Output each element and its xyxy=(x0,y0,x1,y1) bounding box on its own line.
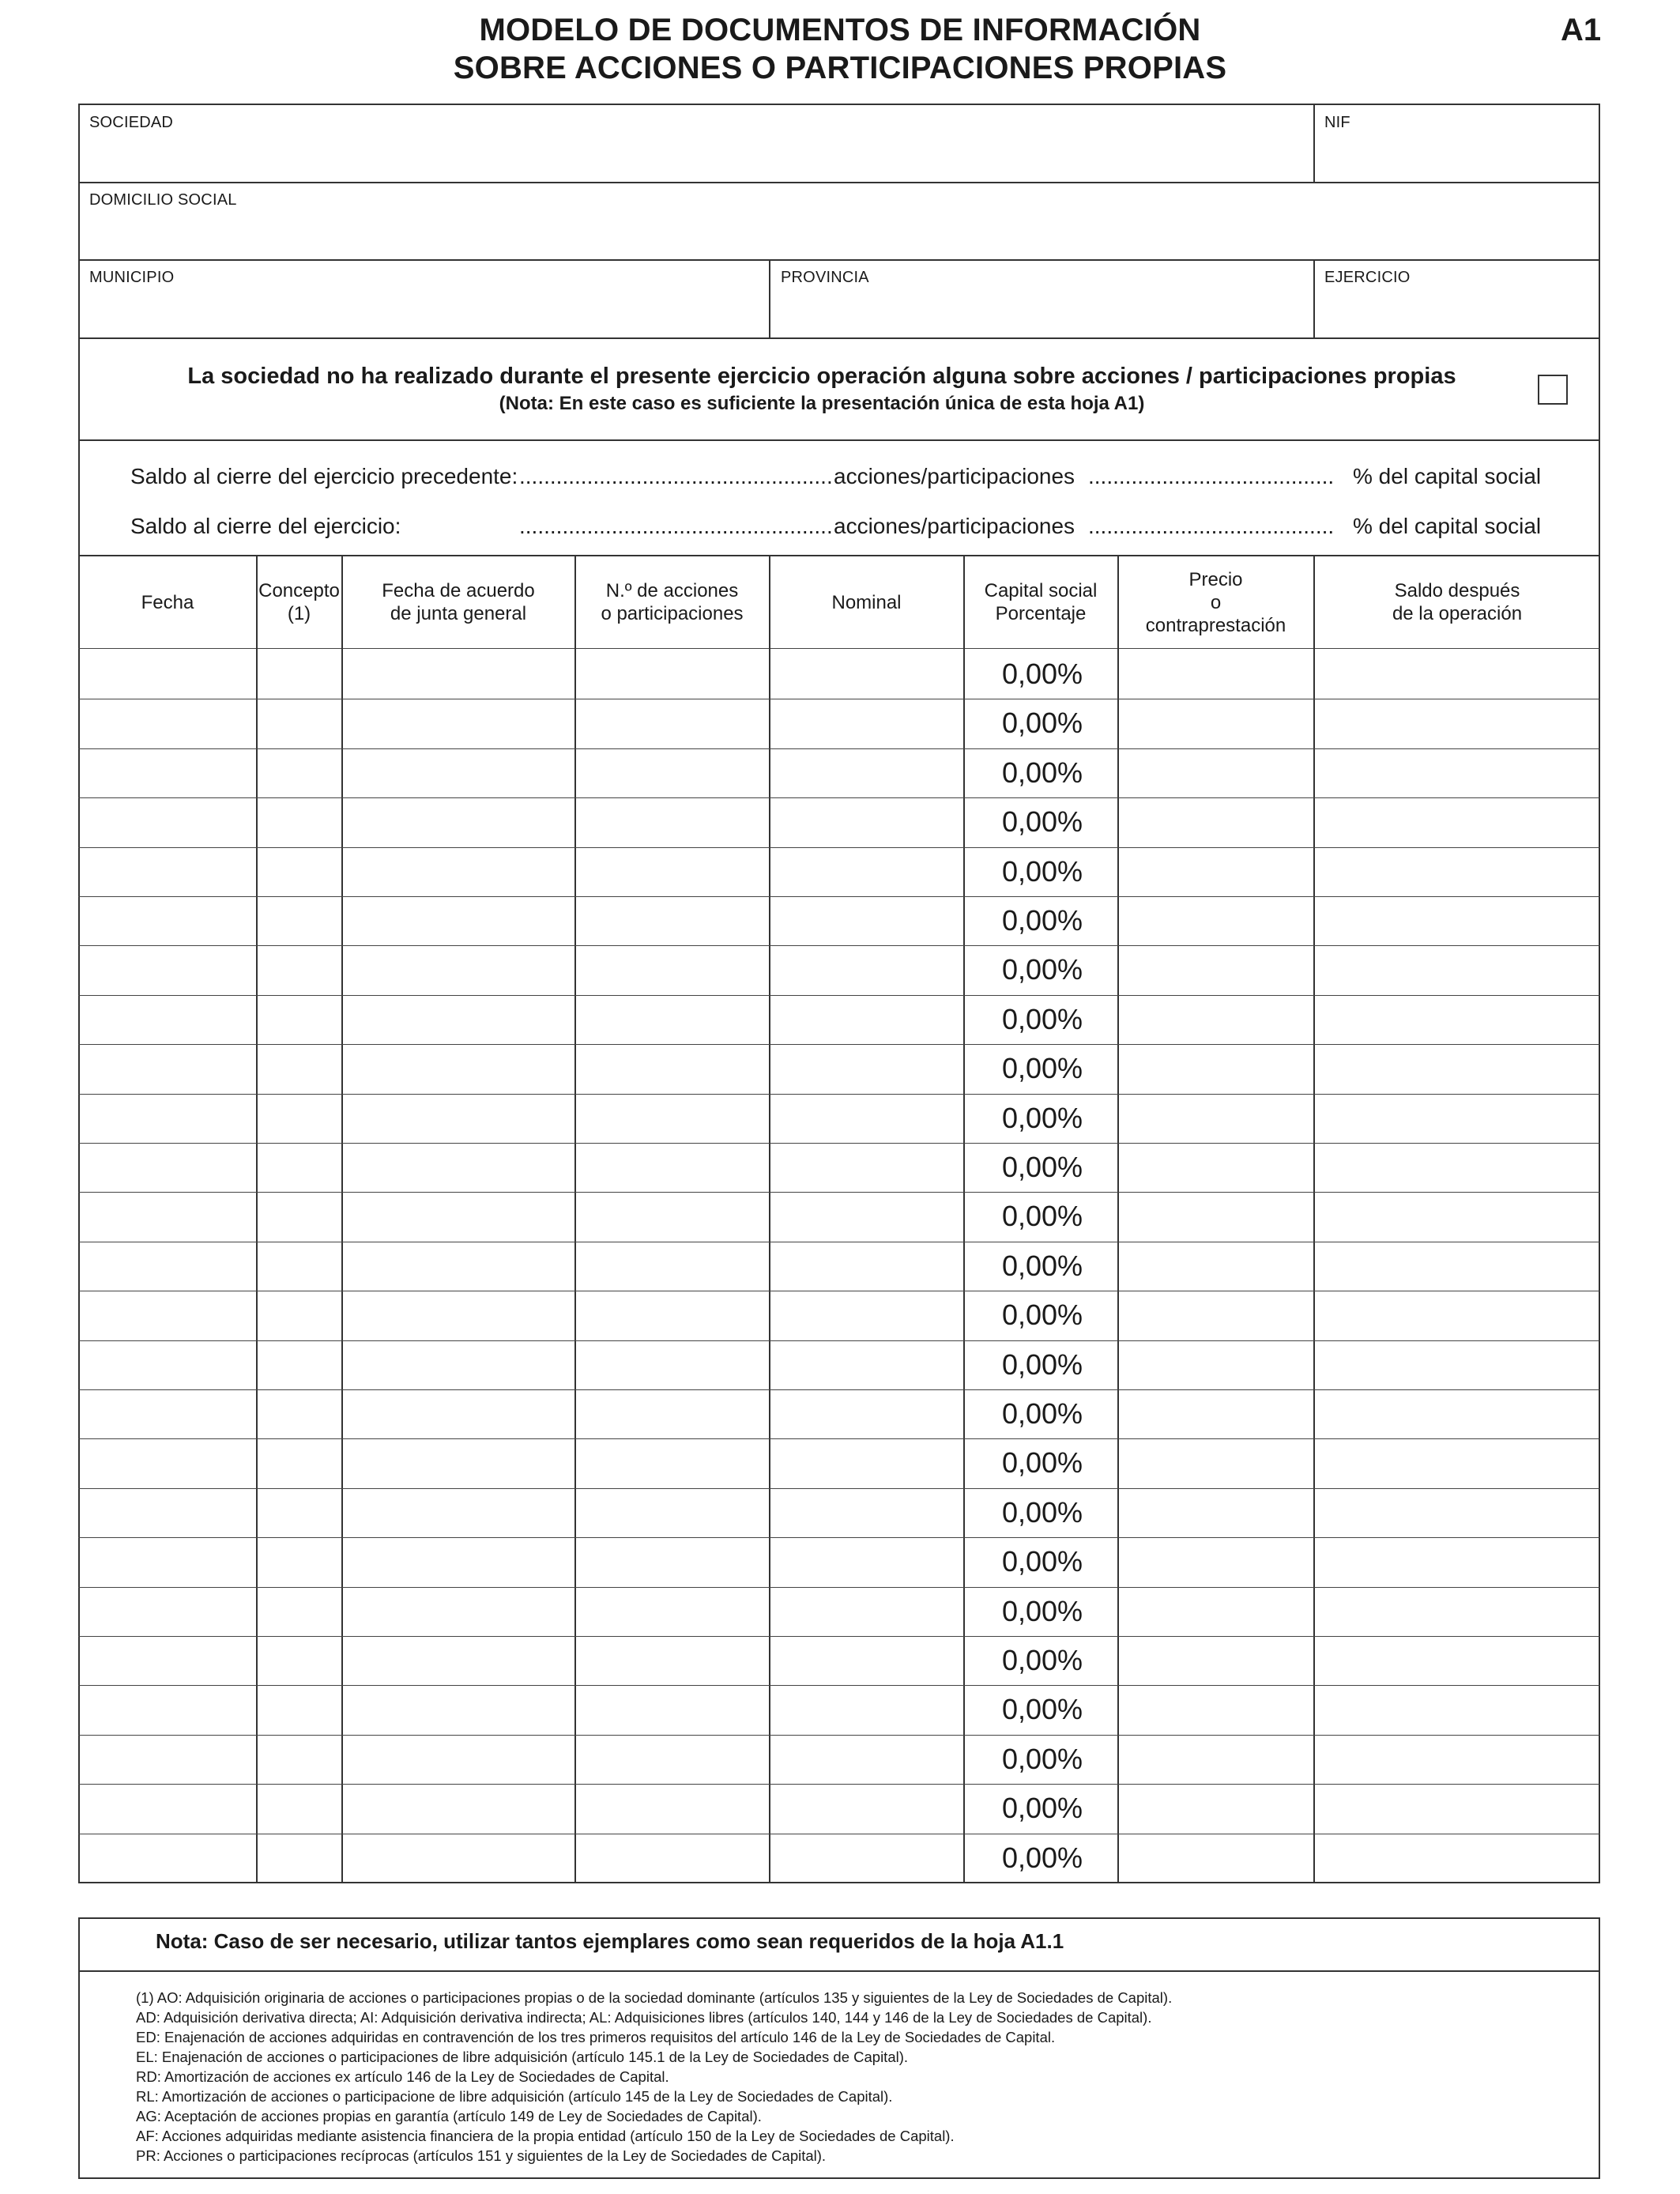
col-header-precio-line3: contraprestación xyxy=(1145,614,1286,636)
capital-percentage-cell: 0,00% xyxy=(1001,1792,1083,1825)
table-row[interactable] xyxy=(79,650,1600,699)
table-row[interactable] xyxy=(79,1784,1600,1833)
saldo-ejercicio-acciones-dots[interactable]: ................................................... xyxy=(519,514,833,538)
capital-percentage-cell: 0,00% xyxy=(1001,1002,1083,1035)
table-row[interactable] xyxy=(79,1389,1600,1438)
table-row[interactable] xyxy=(79,1044,1600,1093)
table-row[interactable] xyxy=(79,847,1600,896)
table-row[interactable] xyxy=(79,1587,1600,1636)
table-row[interactable] xyxy=(79,1438,1600,1487)
saldo-ejercicio-capital-label: % del capital social xyxy=(1353,514,1542,538)
capital-percentage-cell: 0,00% xyxy=(1001,805,1083,839)
table-row[interactable] xyxy=(79,995,1600,1044)
capital-percentage-cell: 0,00% xyxy=(1001,1594,1083,1627)
footnote-line: EL: Enajenación de acciones o participaciones de libre adquisición (artículo 145.1 de la Ley de Sociedades de Capital). xyxy=(136,2049,909,2065)
capital-percentage-cell: 0,00% xyxy=(1001,1249,1083,1282)
footer-nota: Nota: Caso de ser necesario, utilizar tantos ejemplares como sean requeridos de la hoja A1.1 xyxy=(156,1929,1064,1953)
col-header-concepto-line1: Concepto xyxy=(258,580,340,601)
table-row[interactable] xyxy=(79,748,1600,797)
table-row[interactable] xyxy=(79,1291,1600,1340)
table-row[interactable] xyxy=(79,1143,1600,1192)
footnote-line: AD: Adquisición derivativa directa; AI: Adquisición derivativa indirecta; AL: Adquisiciones libres (artículos 140, 144 y 146 de la Ley de Sociedades de Capital). xyxy=(136,2009,1152,2026)
col-header-fecha-acuerdo-line2: de junta general xyxy=(390,603,527,624)
saldo-precedente-capital-label: % del capital social xyxy=(1353,464,1542,488)
col-header-capital-social xyxy=(964,556,1117,648)
table-row[interactable] xyxy=(79,1636,1600,1685)
col-header-num-acciones-line1: N.º de acciones xyxy=(605,580,739,601)
col-header-num-acciones xyxy=(575,556,769,648)
table-row[interactable] xyxy=(79,797,1600,846)
capital-percentage-cell: 0,00% xyxy=(1001,756,1083,789)
footnote-line: PR: Acciones o participaciones recíprocas (artículos 151 y siguientes de la Ley de Sociedades de Capital). xyxy=(136,2147,827,2164)
no-operations-checkbox[interactable] xyxy=(1538,375,1568,405)
table-row[interactable] xyxy=(79,699,1600,748)
capital-percentage-cell: 0,00% xyxy=(1001,1446,1083,1480)
col-header-precio xyxy=(1118,556,1313,648)
saldo-ejercicio-units: acciones/participaciones xyxy=(834,514,1075,538)
col-header-concepto xyxy=(257,556,341,648)
capital-percentage-cell: 0,00% xyxy=(1001,1299,1083,1332)
capital-percentage-cell: 0,00% xyxy=(1001,1742,1083,1775)
table-row[interactable] xyxy=(79,1735,1600,1784)
saldo-ejercicio-label: Saldo al cierre del ejercicio: xyxy=(130,514,401,538)
capital-percentage-cell: 0,00% xyxy=(1001,1644,1083,1676)
col-header-capital-line1: Capital social xyxy=(984,580,1098,601)
col-header-fecha-acuerdo xyxy=(342,556,574,648)
ejercicio-field[interactable]: EJERCICIO xyxy=(1324,269,1411,286)
no-operations-statement: La sociedad no ha realizado durante el presente ejercicio operación alguna sobre acciones / participaciones propias xyxy=(187,364,1456,389)
table-row[interactable] xyxy=(79,1192,1600,1241)
capital-percentage-cell: 0,00% xyxy=(1001,1200,1083,1233)
col-header-fecha xyxy=(79,556,256,648)
domicilio-social-field[interactable]: DOMICILIO SOCIAL xyxy=(89,191,237,209)
municipio-field[interactable]: MUNICIPIO xyxy=(89,269,175,286)
col-header-saldo-line2: de la operación xyxy=(1392,603,1523,624)
sociedad-field[interactable]: SOCIEDAD xyxy=(89,114,174,131)
concepto-footnotes xyxy=(136,1988,1590,2166)
col-header-capital-line2: Porcentaje xyxy=(995,603,1087,624)
provincia-field[interactable]: PROVINCIA xyxy=(781,269,869,286)
form-code: A1 xyxy=(1561,13,1602,47)
table-row[interactable] xyxy=(79,1685,1600,1734)
saldo-precedente-units: acciones/participaciones xyxy=(834,464,1075,488)
table-row[interactable] xyxy=(79,945,1600,994)
col-header-num-acciones-line2: o participaciones xyxy=(601,603,744,624)
table-row[interactable] xyxy=(79,1834,1600,1883)
col-header-fecha-acuerdo-line1: Fecha de acuerdo xyxy=(382,580,535,601)
capital-percentage-cell: 0,00% xyxy=(1001,1495,1083,1529)
col-header-nominal xyxy=(770,556,963,648)
table-row[interactable] xyxy=(79,1340,1600,1389)
saldo-precedente-acciones-dots[interactable]: ................................................... xyxy=(519,464,833,488)
form-title-line-1: MODELO DE DOCUMENTOS DE INFORMACIÓN xyxy=(479,13,1201,47)
capital-percentage-cell: 0,00% xyxy=(1001,1693,1083,1726)
footnote-line: RD: Amortización de acciones ex artículo 146 de la Ley de Sociedades de Capital. xyxy=(136,2068,669,2085)
footnote-line: ED: Enajenación de acciones adquiridas en contravención de los tres primeros requisitos del artículo 146 de la Ley de Sociedades de Capital. xyxy=(136,2029,1056,2045)
capital-percentage-cell: 0,00% xyxy=(1001,1101,1083,1134)
table-row[interactable] xyxy=(79,1488,1600,1537)
col-header-concepto-line2: (1) xyxy=(287,603,311,624)
capital-percentage-cell: 0,00% xyxy=(1001,1052,1083,1085)
table-row[interactable] xyxy=(79,1537,1600,1586)
col-header-saldo xyxy=(1314,556,1600,648)
capital-percentage-cell: 0,00% xyxy=(1001,1397,1083,1430)
col-header-fecha-text: Fecha xyxy=(141,591,194,613)
capital-percentage-cell: 0,00% xyxy=(1001,953,1083,986)
col-header-precio-line1: Precio xyxy=(1188,568,1243,590)
capital-percentage-cell: 0,00% xyxy=(1001,1348,1083,1381)
table-row[interactable] xyxy=(79,896,1600,945)
capital-percentage-cell: 0,00% xyxy=(1001,707,1083,740)
capital-percentage-cell: 0,00% xyxy=(1001,658,1083,690)
capital-percentage-cell: 0,00% xyxy=(1001,904,1083,937)
footnote-line: RL: Amortización de acciones o participacione de libre adquisición (artículo 145 de la Ley de Sociedades de Capital). xyxy=(136,2088,893,2105)
footnote-line: (1) AO: Adquisición originaria de acciones o participaciones propias o de la sociedad dominante (artículos 135 y siguientes de la Ley de Sociedades de Capital). xyxy=(136,1989,1173,2006)
saldo-precedente-pct-dots[interactable]: ........................................ xyxy=(1088,464,1335,488)
col-header-nominal-text: Nominal xyxy=(831,591,902,613)
saldo-ejercicio-pct-dots[interactable]: ........................................ xyxy=(1088,514,1335,538)
saldo-precedente-label: Saldo al cierre del ejercicio precedente: xyxy=(130,464,518,488)
capital-percentage-cell: 0,00% xyxy=(1001,854,1083,888)
col-header-precio-line2: o xyxy=(1210,591,1222,613)
nif-field[interactable]: NIF xyxy=(1324,114,1350,131)
form-title-line-2: SOBRE ACCIONES O PARTICIPACIONES PROPIAS xyxy=(453,51,1227,85)
capital-percentage-cell: 0,00% xyxy=(1001,1545,1083,1578)
no-operations-note: (Nota: En este caso es suficiente la presentación única de esta hoja A1) xyxy=(499,393,1145,414)
footnote-line: AF: Acciones adquiridas mediante asistencia financiera de la propia entidad (artículo 150 de la Ley de Sociedades de Capital). xyxy=(136,2128,955,2144)
col-header-saldo-line1: Saldo después xyxy=(1394,580,1520,601)
footnote-line: AG: Aceptación de acciones propias en garantía (artículo 149 de Ley de Sociedades de Capital). xyxy=(136,2108,762,2124)
table-row[interactable] xyxy=(79,1094,1600,1143)
table-row[interactable] xyxy=(79,1242,1600,1291)
capital-percentage-cell: 0,00% xyxy=(1001,1151,1083,1183)
capital-percentage-cell: 0,00% xyxy=(1001,1841,1083,1874)
